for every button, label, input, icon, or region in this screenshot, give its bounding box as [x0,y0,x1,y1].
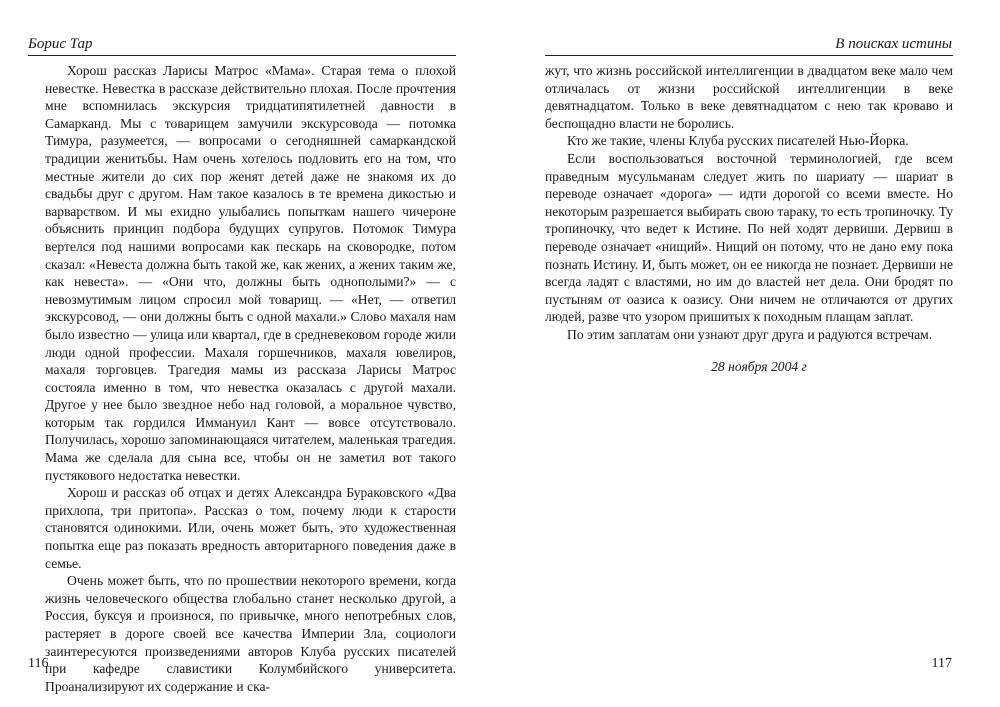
page-number-left: 116 [28,656,49,671]
paragraph-club-question: Кто же такие, члены Клуба русских писателей Нью-Йорка. [567,133,909,149]
paragraph-dervishes: Если воспользоваться восточной терминологией, где всем праведным мусульманам следует жить по шариату — шариат в переводе означает «дорога» — идти дорогой со всеми вместе. Но некоторым разрешается выбирать свою тараку, то есть тропиночку. Ту тропиночку, что ведет к Истине. По ней ходят дервиши. Дервиш в переводе означает «нищий». Нищий он потому, что не дано ему пока познать Истину. И, быть может, он ее никогда не познает. Дервиши не всегда ладят с властями, но им до властей нет дела. Они бродят по пустыням от оазиса к оазису. Они ничем не отличаются от других людей, разве что узором пришитых к походным плащам заплат. [545,150,953,325]
running-head-author: Борис Тар [28,36,93,52]
paragraph-patches: По этим заплатам они узнают друг друга и радуются встречам. [567,326,933,342]
paragraph-burakovsky-review: Хорош и рассказ об отцах и детях Александра Бураковского «Два прихлопа, три притопа». Рассказ о том, почему люди к старости становятся одинокими. Или, очень может быть, это художественная попытка еще раз показать вредность авторитарного поведения даже в семье. [45,485,456,571]
paragraph-sociologists: Очень может быть, что по прошествии некоторого времени, когда жизнь человеческого общества глобально станет несколько другой, а Россия, буксуя и произнося, по привычке, много непотребных слов, растеряет в дороге своей все качества Империи Зла, социологи заинтересуются произведениями авторов Клуба русских писателей при кафедре славистики Колумбийского университета. Проанализируют их содержание и ска- [45,573,456,694]
header-rule [545,55,953,56]
date-signature: 28 ноября 2004 г [711,358,807,374]
running-head-title: В поисках истины [835,36,952,52]
right-page-text [545,62,953,375]
paragraph-continuation: жут, что жизнь российской интеллигенции в двадцатом веке мало чем отличалась от жизни российской интеллигенции в веке девятнадцатом. Только в веке девятнадцатом с нею так кроваво и беспощадно власти не боролись. [545,63,953,131]
right-page [500,0,1000,707]
left-page-text [45,62,456,695]
header-rule [28,55,456,56]
page-number-right: 117 [931,656,952,671]
paragraph-mama-review: Хорош рассказ Ларисы Матрос «Мама». Старая тема о плохой невестке. Невестка в рассказе действительно плохая. После прочтения мне вспомнилась экскурсия тридцатипятилетней давности в Самарканд. Мы с товарищем замучили экскурсовода — потомка Тимура, разумеется, — вопросами о сегодняшней самаркандской традиции женитьбы. Нам очень хотелось подловить его на том, что местные жители до сих пор женят детей даже не знакомя их до свадьбы друг с другом. Нам такое казалось в те времена дикостью и варварством. И мы ехидно улыбались попыткам нашего чичероне объяснить принцип подбора будущих супругов. Потомок Тимура вертелся под нашими вопросами как пескарь на сковородке, потом сказал: «Невеста должна быть такой же, как жених, а жених таким же, как невеста». — «Они что, должны быть однополыми?» — с невозмутимым лицом спросил мой товарищ. — «Нет, — ответил экскурсовод, — они должны быть с одной махали.» Слово махаля нам было известно — улица или квартал, где в средневековом городе жили люди одной профессии. Махаля горшечников, махаля ювелиров, махаля торговцев. Трагедия мамы из рассказа Ларисы Матрос состояла именно в том, что невестка оказалась с другой махали. Другое у нее было звездное небо над головой, а моральное чувство, которым так гордился Иммануил Кант — вовсе отсутствовало. Получилась, хорошо запоминающаяся читателем, маленькая трагедия. Мама же сделала для сына все, чтобы он не заметил вот такого пустякового недостатка невестки. [45,63,456,483]
